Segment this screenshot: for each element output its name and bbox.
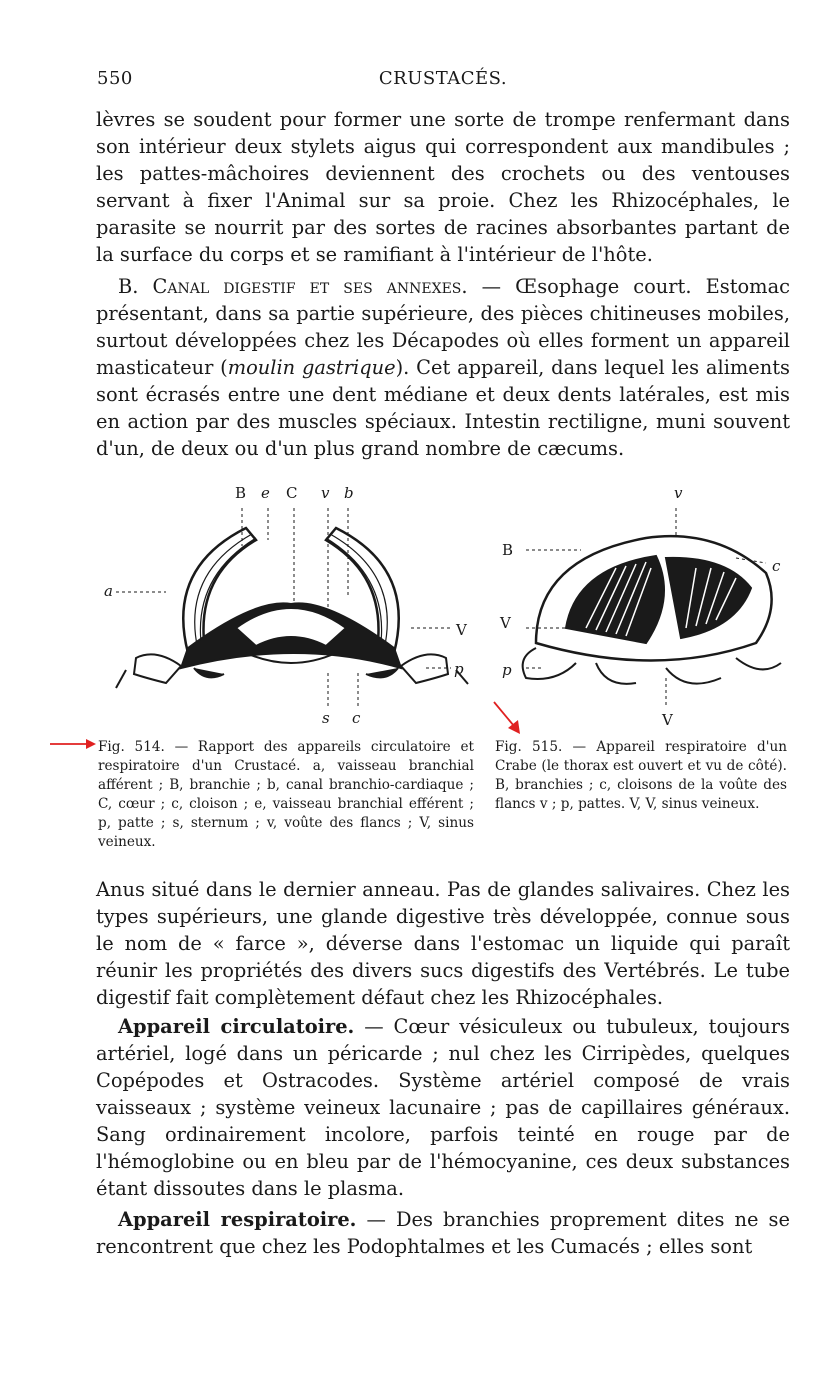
paragraph-rhizocephala-feeding: lèvres se soudent pour former une sorte de trompe renfermant dans son intérieur deux stylets aigus qui correspondent aux mandibules ; les pattes-mâchoires deviennent des crochets ou des ventouses servant à fixer l'Animal sur sa proie. Chez les Rhizocéphales, le parasite se nourrit par des sortes de racines absorbantes partant de la surface du corps et se ramifiant à l'intérieur de l'hôte. — [96, 108, 790, 266]
paragraph-digestive-canal — [96, 273, 790, 462]
label-p: p — [454, 660, 464, 678]
page-number: 550 — [97, 68, 133, 89]
section-heading-digestive: B. Canal digestif et ses annexes. — [118, 275, 468, 298]
paragraph-anus-glands: Anus situé dans le dernier anneau. Pas de glandes salivaires. Chez les types supérieurs, une glande digestive très développée, connue sous le nom de « farce », déverse dans l'estomac un liquide qui paraît réunir les propriétés des divers sucs digestifs des Vertébrés. Le tube digestif fait complètement défaut chez les Rhizocéphales. — [96, 878, 790, 1009]
label-b: b — [344, 484, 354, 502]
label-c: c — [352, 709, 361, 727]
label-v: v — [674, 484, 683, 502]
section-heading-circulatory: Appareil circulatoire. — [118, 1015, 355, 1038]
label-C: C — [286, 484, 298, 502]
digestive-text-a: — Œsophage court. Estomac présentant, dans sa partie supérieure, des pièces chitineuses mobiles, surtout développées chez les Décapodes où elles forment un appareil masticateur ( — [96, 275, 790, 379]
figure-515-caption: Fig. 515. — Appareil respiratoire d'un Crabe (le thorax est ouvert et vu de côté). B, branchies ; c, cloisons de la voûte des flancs v ; p, pattes. V, V, sinus veineux. — [495, 739, 787, 812]
label-p: p — [502, 661, 512, 679]
figure-514-caption: Fig. 514. — Rapport des appareils circulatoire et respiratoire d'un Crustacé. a, vaisseau branchial afférent ; B, branchie ; b, canal branchio-cardiaque ; C, cœur ; c, cloison ; e, vaisseau branchial efférent ; p, patte ; s, sternum ; v, voûte des flancs ; V, sinus veineux. — [98, 739, 474, 850]
label-B: B — [235, 484, 247, 502]
label-e: e — [261, 484, 270, 502]
paragraph-circulatory — [96, 1013, 790, 1202]
paragraph-respiratory — [96, 1206, 790, 1260]
label-a: a — [104, 582, 113, 600]
label-B: B — [502, 541, 514, 559]
label-c: c — [772, 557, 781, 575]
section-heading-respiratory: Appareil respiratoire. — [118, 1208, 357, 1231]
label-V-bottom: V — [662, 711, 673, 729]
figure-515 — [496, 478, 796, 733]
label-s: s — [322, 709, 330, 727]
annotation-arrow-fig514 — [48, 734, 98, 754]
figure-514 — [96, 478, 476, 733]
respiratory-text: — Des branchies proprement dites ne se rencontrent que chez les Podophtalmes et les Cumacés ; elles sont — [96, 1208, 790, 1258]
label-V-left: V — [500, 614, 511, 632]
figure-514-illustration — [96, 478, 476, 733]
running-title: CRUSTACÉS. — [378, 68, 508, 89]
circulatory-text: — Cœur vésiculeux ou tubuleux, toujours artériel, logé dans un péricarde ; nul chez les Cirripèdes, quelques Copépodes et Ostracodes. Système artériel composé de vrais vaisseaux ; système veineux lacunaire ; pas de capillaires généraux. Sang ordinairement incolore, parfois teinté en rouge par de l'hémoglobine ou en bleu par de l'hémocyanine, ces deux substances étant dissoutes dans le plasma. — [96, 1015, 790, 1200]
figure-515-illustration — [496, 478, 796, 733]
label-V: V — [456, 621, 467, 639]
gastric-mill-term: moulin gastrique — [227, 356, 396, 379]
label-v: v — [321, 484, 330, 502]
digestive-text-b: ). Cet appareil, dans lequel les aliments sont écrasés entre une dent médiane et deux dents latérales, est mis en action par des muscles spéciaux. Intestin rectiligne, muni souvent d'un, de deux ou d'un plus grand nombre de cæcums. — [96, 356, 790, 460]
annotation-arrow-fig515 — [490, 698, 524, 738]
